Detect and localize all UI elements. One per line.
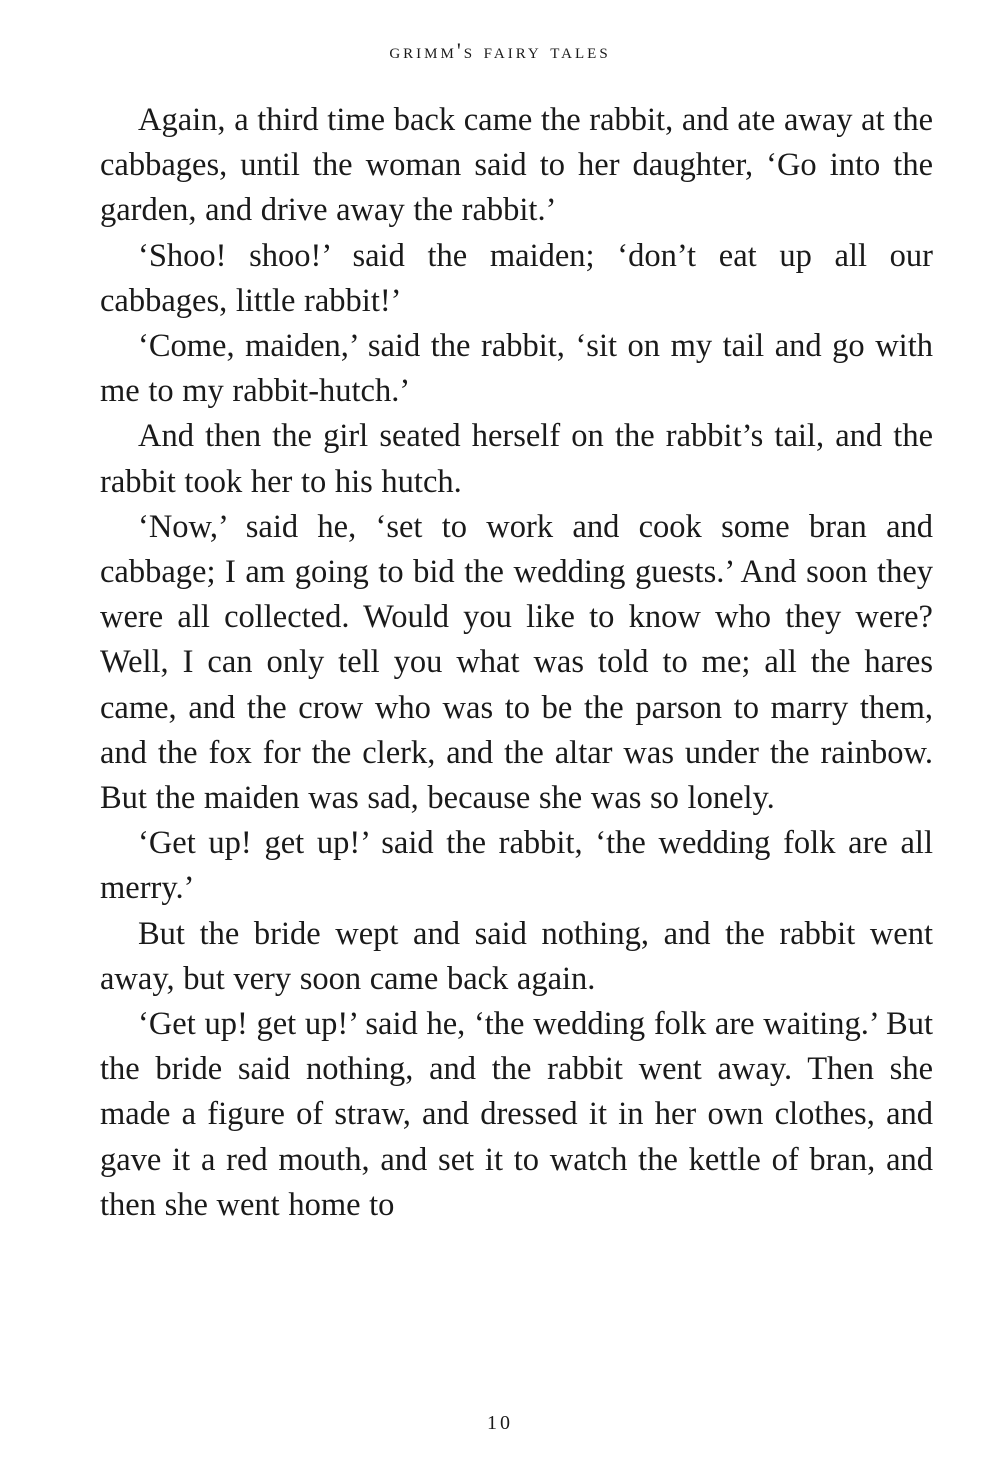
paragraph: ‘Get up! get up!’ said the rabbit, ‘the wedding folk are all merry.’ (100, 825, 933, 907)
paragraph: ‘Get up! get up!’ said he, ‘the wedding folk are waiting.’ But the bride said nothing, and the rabbit went away. Then she made a figure of straw, and dressed it in her own clothes, and gave it a red mouth, and set it to watch the kettle of bran, and then she went home to (100, 1006, 933, 1223)
paragraph: ‘Come, maiden,’ said the rabbit, ‘sit on my tail and go with me to my rabbit-hutch.’ (100, 328, 933, 410)
paragraph: And then the girl seated herself on the rabbit’s tail, and the rabbit took her to his hutch. (100, 418, 933, 500)
running-head (0, 38, 1000, 64)
page-number: 10 (487, 1412, 513, 1434)
body-text (100, 98, 933, 1228)
paragraph: ‘Now,’ said he, ‘set to work and cook some bran and cabbage; I am going to bid the wedding guests.’ And soon they were all collected. Would you like to know who they were? Well, I can only tell you what was told to me; all the hares came, and the crow who was to be the parson to marry them, and the fox for the clerk, and the altar was under the rainbow. But the maiden was sad, because she was so lonely. (100, 508, 933, 817)
paragraph: But the bride wept and said nothing, and the rabbit went away, but very soon came back again. (100, 915, 933, 997)
paragraph: Again, a third time back came the rabbit, and ate away at the cabbages, until the woman said to her daughter, ‘Go into the garden, and drive away the rabbit.’ (100, 102, 933, 229)
paragraph: ‘Shoo! shoo!’ said the maiden; ‘don’t eat up all our cabbages, little rabbit!’ (100, 237, 933, 319)
running-title: grimm's fairy tales (389, 38, 611, 63)
